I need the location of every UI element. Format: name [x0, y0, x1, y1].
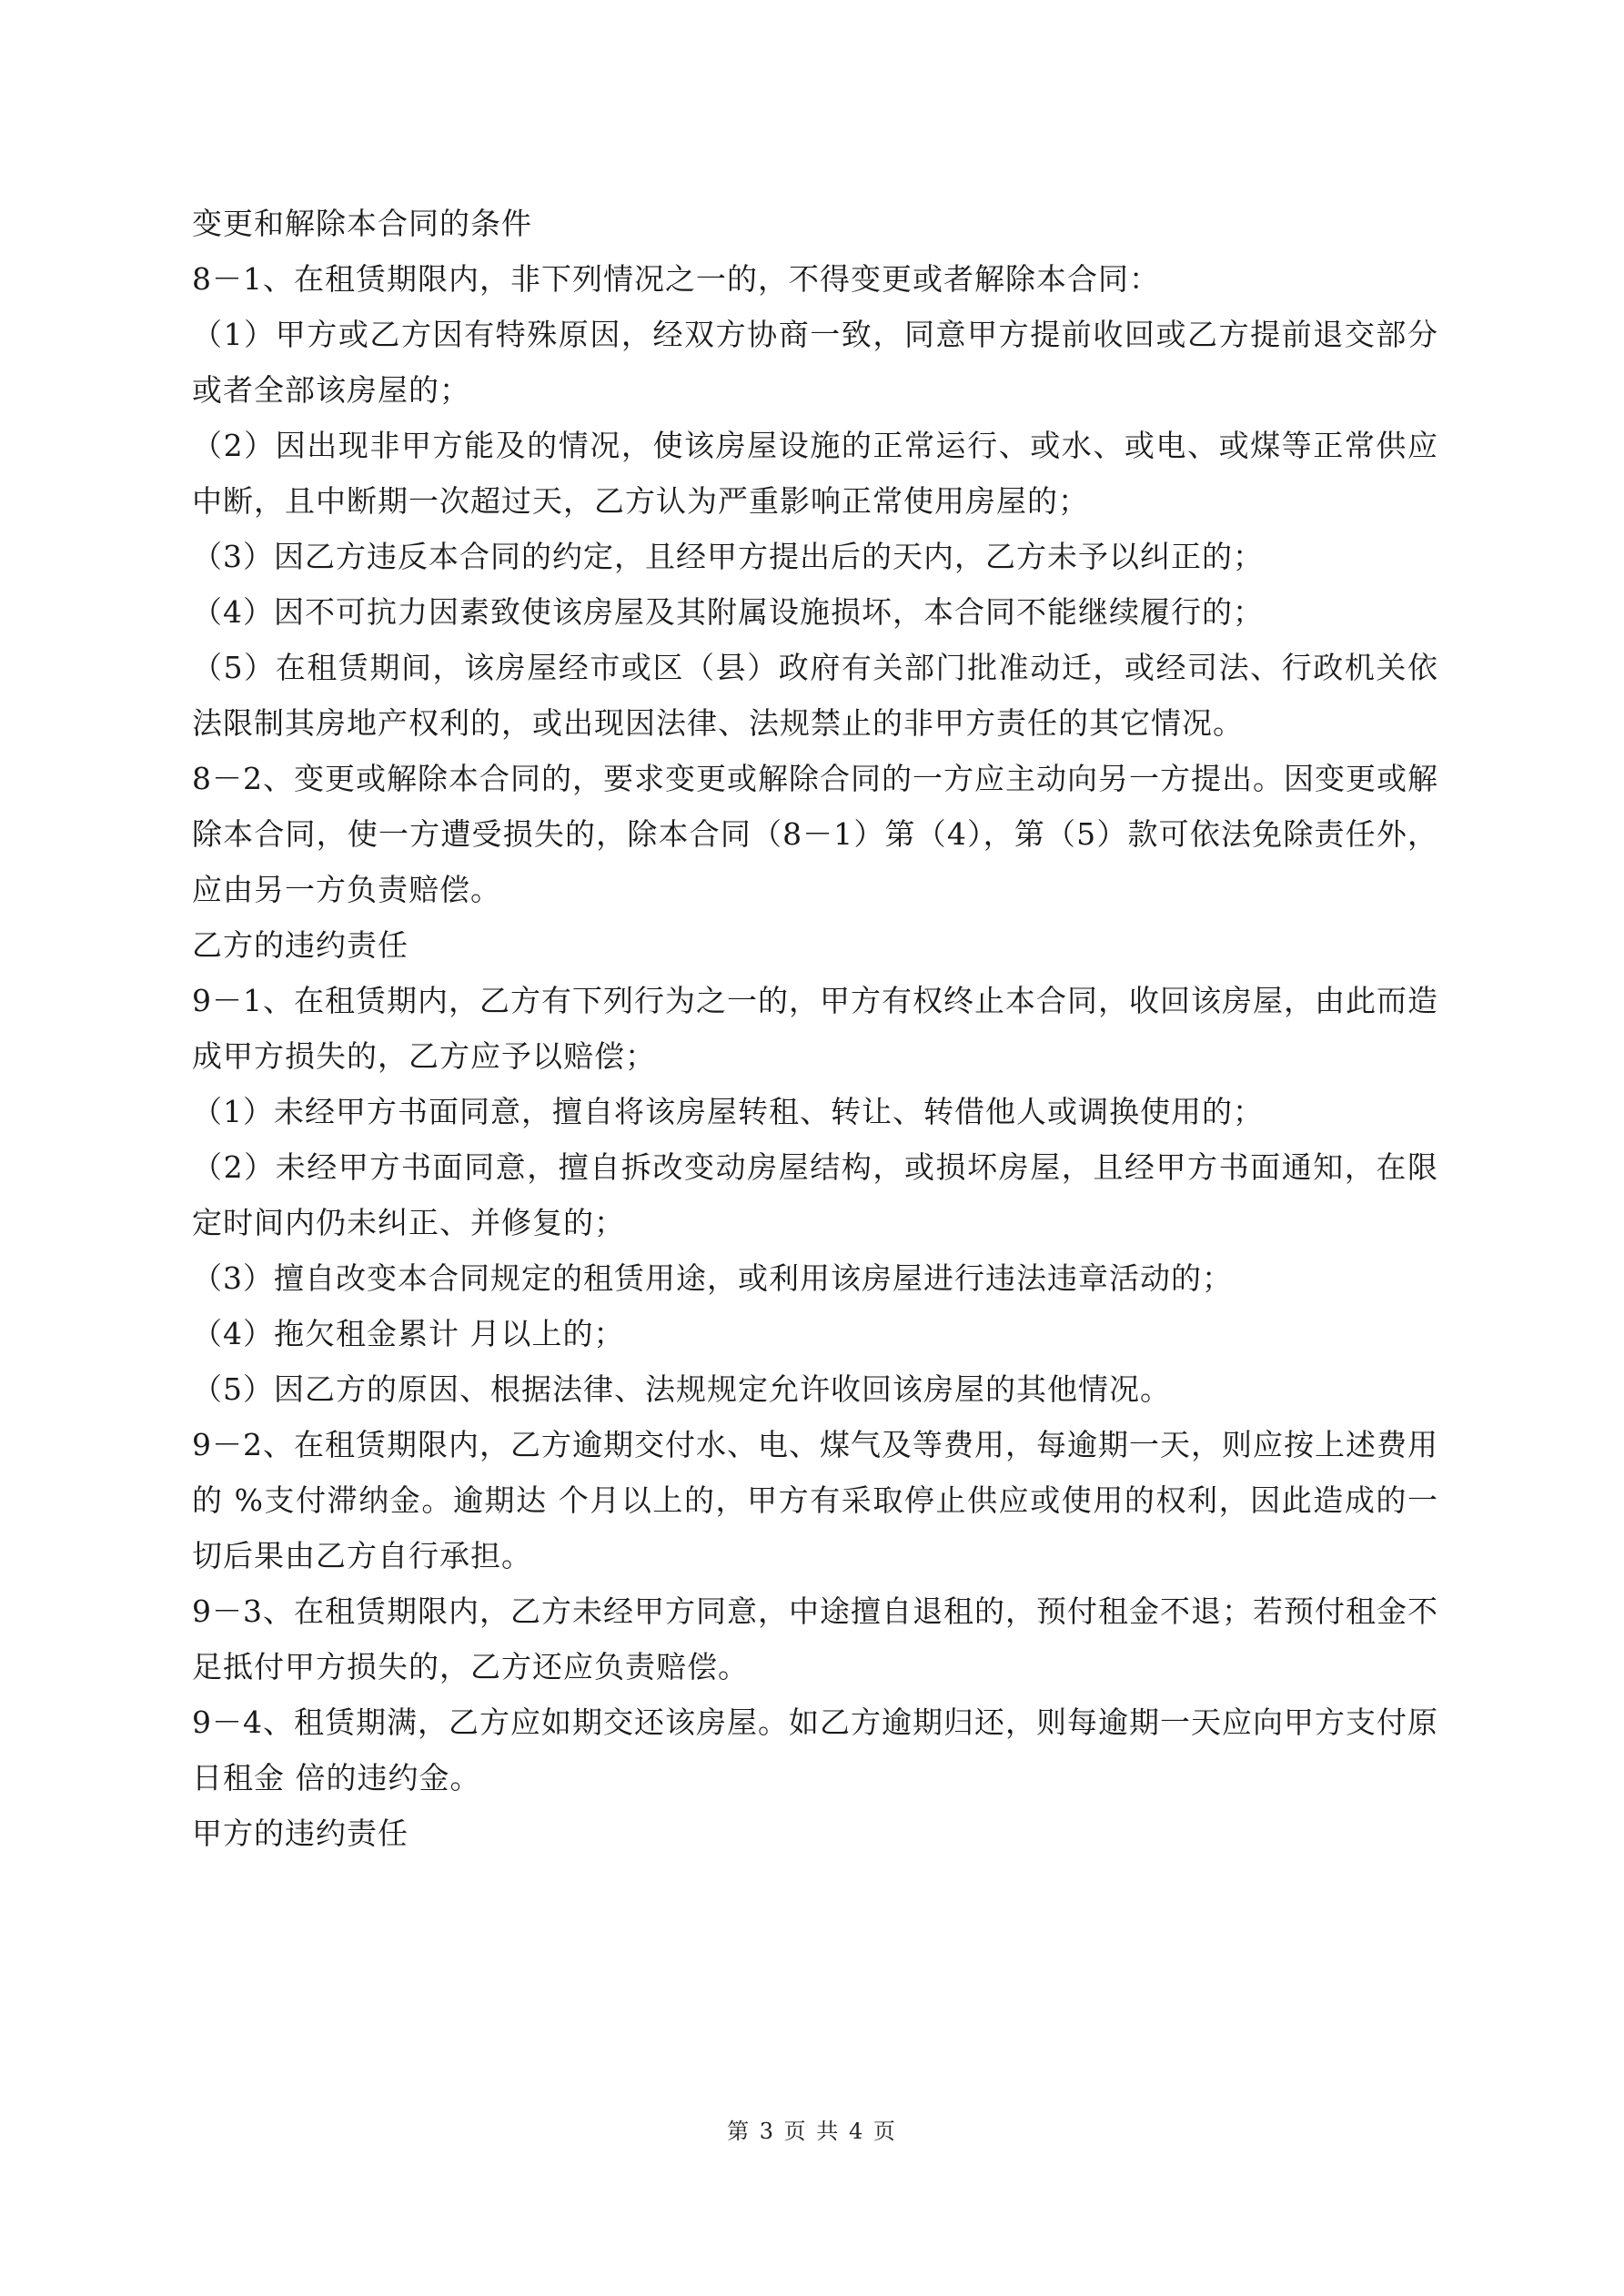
page-number-footer: 第 3 页 共 4 页	[727, 2119, 897, 2144]
clause-8-1-item-4: （4）因不可抗力因素致使该房屋及其附属设施损坏，本合同不能继续履行的；	[192, 594, 1264, 630]
clause-9-1-item-2: （2）未经甲方书面同意，擅自拆改变动房屋结构，或损坏房屋，且经甲方书面通知，在限定时间内仍未纠正、并修复的；	[192, 1149, 1438, 1240]
clause-8-1-item-2: （2）因出现非甲方能及的情况，使该房屋设施的正常运行、或水、或电、或煤等正常供应中断，且中断期一次超过天，乙方认为严重影响正常使用房屋的；	[192, 428, 1438, 519]
clause-8-1-item-3: （3）因乙方违反本合同的约定，且经甲方提出后的天内，乙方未予以纠正的；	[192, 539, 1264, 574]
clause-8-2: 8－2、变更或解除本合同的，要求变更或解除合同的一方应主动向另一方提出。因变更或解除本合同，使一方遭受损失的，除本合同（8－1）第（4），第（5）款可依法免除责任外，应由另一方负责赔偿。	[192, 761, 1438, 907]
clause-8-1-item-5: （5）在租赁期间，该房屋经市或区（县）政府有关部门批准动迁，或经司法、行政机关依法限制其房地产权利的，或出现因法律、法规禁止的非甲方责任的其它情况。	[192, 650, 1438, 741]
clause-9-2: 9－2、在租赁期限内，乙方逾期交付水、电、煤气及等费用，每逾期一天，则应按上述费用的 %支付滞纳金。逾期达 个月以上的，甲方有采取停止供应或使用的权利，因此造成的一切后果由乙方自行承担。	[192, 1427, 1438, 1573]
clause-9-1-item-3: （3）擅自改变本合同规定的租赁用途，或利用该房屋进行违法违章活动的；	[192, 1260, 1233, 1296]
clause-9-1-item-1: （1）未经甲方书面同意，擅自将该房屋转租、转让、转借他人或调换使用的；	[192, 1094, 1264, 1129]
clause-9-4: 9－4、租赁期满，乙方应如期交还该房屋。如乙方逾期归还，则每逾期一天应向甲方支付原日租金 倍的违约金。	[192, 1704, 1438, 1795]
section-heading-change-termination: 变更和解除本合同的条件	[192, 206, 532, 241]
clause-9-1: 9－1、在租赁期内，乙方有下列行为之一的，甲方有权终止本合同，收回该房屋，由此而造成甲方损失的，乙方应予以赔偿；	[192, 983, 1438, 1074]
clause-9-1-item-4: （4）拖欠租金累计 月以上的；	[192, 1316, 625, 1351]
clause-8-1: 8－1、在租赁期限内，非下列情况之一的，不得变更或者解除本合同：	[192, 261, 1160, 297]
section-heading-party-a-liability: 甲方的违约责任	[192, 1816, 409, 1851]
section-heading-party-b-liability: 乙方的违约责任	[192, 927, 409, 963]
clause-9-1-item-5: （5）因乙方的原因、根据法律、法规规定允许收回该房屋的其他情况。	[192, 1371, 1171, 1407]
clause-8-1-item-1: （1）甲方或乙方因有特殊原因，经双方协商一致，同意甲方提前收回或乙方提前退交部分或者全部该房屋的；	[192, 317, 1438, 408]
clause-9-3: 9－3、在租赁期限内，乙方未经甲方同意，中途擅自退租的，预付租金不退；若预付租金不足抵付甲方损失的，乙方还应负责赔偿。	[192, 1593, 1438, 1684]
document-body	[192, 196, 1438, 1861]
